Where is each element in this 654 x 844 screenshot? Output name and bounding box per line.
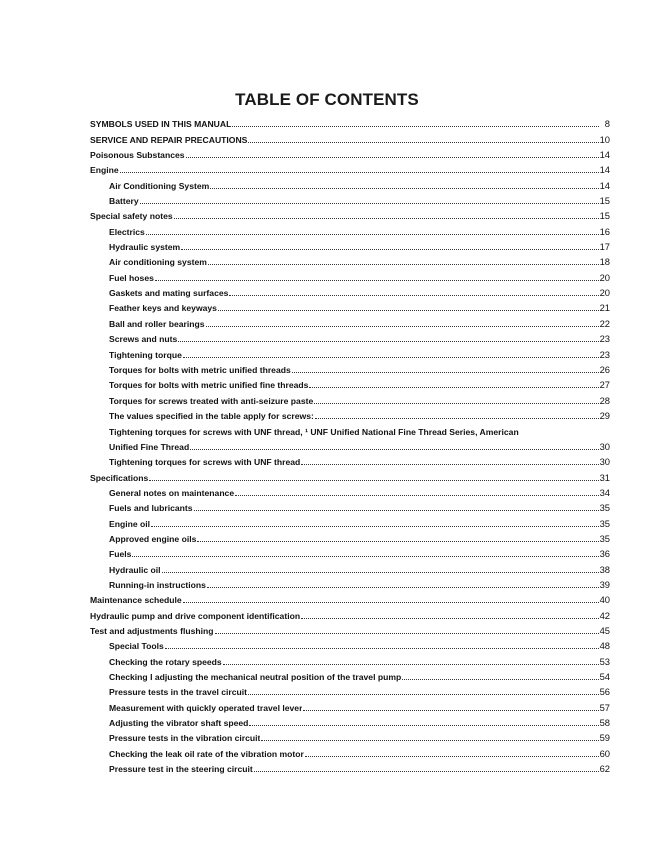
toc-entry-title: Ball and roller bearings — [109, 318, 205, 329]
dot-leader — [292, 372, 599, 373]
toc-entry-title: Pressure tests in the vibration circuit — [109, 733, 261, 744]
toc-entry-title: Measurement with quickly operated travel lever — [109, 702, 303, 713]
toc-entry[interactable] — [90, 145, 610, 160]
toc-entry[interactable] — [90, 467, 610, 482]
toc-entry[interactable] — [90, 375, 610, 390]
toc-entry[interactable] — [90, 590, 610, 605]
toc-page-number: 20 — [599, 271, 610, 283]
toc-page-number: 60 — [599, 747, 610, 759]
dot-leader — [183, 602, 599, 603]
toc-entry-continuation — [109, 442, 610, 452]
toc-page-number: 21 — [599, 302, 610, 314]
toc-entry-title: General notes on maintenance — [109, 487, 235, 498]
toc-entry[interactable] — [90, 483, 610, 498]
toc-entry-title: Fuel hoses — [109, 272, 154, 283]
dot-leader — [155, 280, 599, 281]
toc-page-number: 14 — [599, 179, 610, 191]
toc-entry[interactable] — [90, 406, 610, 421]
dot-leader — [208, 264, 599, 265]
toc-entry[interactable] — [90, 452, 610, 467]
toc-entry-title: Tightening torques for screws with UNF thread, ¹ UNF Unified National Fine Thread Series, American — [109, 426, 519, 437]
toc-page-number: 15 — [599, 195, 610, 207]
dot-leader — [261, 740, 598, 741]
toc-entry[interactable] — [90, 667, 610, 682]
toc-entry[interactable] — [90, 713, 610, 728]
toc-page-number: 31 — [599, 471, 610, 483]
toc-entry-title: Battery — [109, 196, 139, 207]
toc-page-number: 23 — [599, 348, 610, 360]
toc-entry[interactable] — [90, 513, 610, 528]
toc-entry-title: Running-in instructions — [109, 579, 206, 590]
toc-page-number: 48 — [599, 640, 610, 652]
toc-page-number: 14 — [599, 149, 610, 161]
toc-entry-title: Poisonous Substances — [90, 150, 185, 161]
toc-entry[interactable] — [90, 651, 610, 666]
toc-entry-title: Approved engine oils — [109, 533, 197, 544]
toc-entry-title: Gaskets and mating surfaces — [109, 288, 229, 299]
toc-page-number: 8 — [604, 118, 610, 130]
dot-leader — [210, 188, 598, 189]
dot-leader — [132, 556, 598, 557]
dot-leader — [206, 326, 599, 327]
toc-entry[interactable] — [90, 682, 610, 697]
toc-entry-title: Feather keys and keyways — [109, 303, 217, 314]
dot-leader — [215, 633, 599, 634]
dot-leader — [254, 771, 599, 772]
toc-entry[interactable] — [90, 221, 610, 236]
toc-page-number: 57 — [599, 701, 610, 713]
toc-page-number: 14 — [599, 164, 610, 176]
toc-entry-title: Hydraulic system — [109, 242, 181, 253]
toc-page-number: 56 — [599, 686, 610, 698]
dot-leader — [229, 295, 598, 296]
toc-entry[interactable] — [90, 114, 610, 129]
toc-page-number: 16 — [599, 225, 610, 237]
toc-entry[interactable] — [90, 313, 610, 328]
toc-entry[interactable] — [90, 743, 610, 758]
toc-page-number: 35 — [599, 532, 610, 544]
toc-entry-title: Torques for bolts with metric unified fine threads — [109, 380, 309, 391]
dot-leader — [120, 172, 599, 173]
dot-leader — [186, 157, 599, 158]
toc-page-number: 42 — [599, 609, 610, 621]
toc-page-number: 59 — [599, 732, 610, 744]
toc-page-number: 22 — [599, 317, 610, 329]
dot-leader — [140, 203, 599, 204]
toc-entry[interactable] — [90, 529, 610, 544]
toc-entry-title: Torques for bolts with metric unified threads — [109, 364, 291, 375]
toc-entry-title: Tightening torques for screws with UNF thread — [109, 457, 301, 468]
dot-leader — [402, 679, 598, 680]
toc-entry[interactable] — [90, 329, 610, 344]
toc-entry-title: Checking the leak oil rate of the vibration motor — [109, 748, 304, 759]
dot-leader — [194, 510, 599, 511]
toc-entry[interactable] — [90, 283, 610, 298]
dot-leader — [165, 648, 599, 649]
dot-leader — [301, 618, 598, 619]
toc-page-number: 28 — [599, 394, 610, 406]
toc-entry[interactable] — [90, 421, 610, 452]
toc-entry[interactable] — [90, 237, 610, 252]
toc-page-number: 45 — [599, 625, 610, 636]
toc-list — [90, 114, 610, 774]
toc-entry-title: Special Tools — [109, 641, 164, 652]
toc-page-number: 27 — [599, 379, 610, 391]
toc-entry-title: Checking the rotary speeds — [109, 656, 222, 667]
toc-entry-title: Special safety notes — [90, 211, 173, 222]
toc-entry[interactable] — [90, 252, 610, 267]
toc-entry-title: Hydraulic oil — [109, 564, 161, 575]
toc-entry-title: The values specified in the table apply for screws: — [109, 410, 314, 421]
toc-page-number: 17 — [599, 241, 610, 253]
toc-entry[interactable] — [90, 360, 610, 375]
dot-leader — [248, 694, 599, 695]
toc-page-number: 35 — [599, 517, 610, 529]
toc-entry-title: Air conditioning system — [109, 257, 207, 268]
toc-entry[interactable] — [90, 575, 610, 590]
toc-page-number: 36 — [599, 548, 610, 560]
dot-leader — [207, 587, 599, 588]
toc-page-number: 26 — [599, 363, 610, 375]
toc-page-number: 39 — [599, 578, 610, 590]
toc-entry-title: SYMBOLS USED IN THIS MANUAL — [90, 119, 232, 130]
dot-leader — [309, 387, 598, 388]
dot-leader — [174, 218, 599, 219]
dot-leader — [146, 234, 599, 235]
toc-entry-title: Air Conditioning System — [109, 180, 210, 191]
toc-page-number: 38 — [599, 563, 610, 575]
toc-entry-wrapped — [109, 427, 610, 452]
toc-entry[interactable] — [90, 175, 610, 190]
toc-page-number: 62 — [599, 763, 610, 775]
dot-leader — [235, 495, 598, 496]
toc-entry[interactable] — [90, 267, 610, 282]
toc-page-number: 18 — [599, 256, 610, 268]
toc-page-number: 29 — [599, 409, 610, 421]
toc-entry-title: Tightening torque — [109, 349, 182, 360]
toc-entry[interactable] — [90, 728, 610, 743]
toc-entry-title: Torques for screws treated with anti-seizure paste — [109, 395, 314, 406]
toc-page-number: 20 — [599, 287, 610, 299]
toc-entry[interactable] — [90, 298, 610, 313]
toc-page-number: 35 — [599, 502, 610, 514]
toc-entry-title: Adjusting the vibrator shaft speed — [109, 718, 249, 729]
toc-entry[interactable] — [90, 129, 610, 144]
dot-leader — [315, 418, 599, 419]
toc-entry[interactable] — [90, 759, 610, 774]
dot-leader — [151, 526, 599, 527]
toc-page-number: 23 — [599, 333, 610, 345]
toc-entry[interactable] — [90, 191, 610, 206]
toc-entry[interactable] — [90, 605, 610, 620]
dot-leader — [190, 449, 598, 450]
toc-entry[interactable] — [90, 697, 610, 712]
toc-entry-title: Specifications — [90, 472, 149, 483]
toc-page-number: 10 — [599, 133, 610, 145]
dot-leader — [303, 710, 598, 711]
dot-leader — [178, 341, 598, 342]
toc-page-number: 40 — [599, 594, 610, 606]
toc-page-number: 58 — [599, 717, 610, 729]
toc-entry-title: Hydraulic pump and drive component identification — [90, 610, 301, 621]
toc-entry-title: Screws and nuts — [109, 334, 178, 345]
toc-entry[interactable] — [90, 160, 610, 175]
dot-leader — [314, 403, 598, 404]
toc-page-number: 15 — [599, 210, 610, 222]
toc-entry[interactable] — [90, 559, 610, 574]
dot-leader — [197, 541, 598, 542]
dot-leader — [162, 572, 599, 573]
dot-leader — [218, 310, 599, 311]
toc-entry-title: Electrics — [109, 226, 145, 237]
toc-entry[interactable] — [90, 636, 610, 651]
dot-leader — [248, 142, 598, 143]
dot-leader — [149, 480, 598, 481]
toc-entry[interactable] — [90, 544, 610, 559]
toc-entry-title: Pressure tests in the travel circuit — [109, 687, 248, 698]
dot-leader — [249, 725, 598, 726]
toc-entry-title: Fuels and lubricants — [109, 503, 193, 514]
toc-entry[interactable] — [90, 344, 610, 359]
toc-entry[interactable] — [90, 498, 610, 513]
toc-entry-title: Engine oil — [109, 518, 151, 529]
toc-page-number: 34 — [599, 486, 610, 498]
toc-page-number: 30 — [599, 456, 610, 468]
toc-entry[interactable] — [90, 621, 610, 636]
toc-entry-title: Engine — [90, 165, 119, 176]
toc-entry-title: Fuels — [109, 549, 132, 560]
toc-entry-title-cont: Unified Fine Thread — [109, 441, 190, 452]
page-title: TABLE OF CONTENTS — [235, 90, 419, 109]
toc-page-number: 54 — [599, 671, 610, 683]
toc-entry-title: Checking I adjusting the mechanical neutral position of the travel pump — [109, 672, 402, 683]
dot-leader — [232, 126, 599, 127]
toc-entry[interactable] — [90, 390, 610, 405]
dot-leader — [183, 357, 599, 358]
dot-leader — [223, 664, 599, 665]
toc-entry-title: Test and adjustments flushing — [90, 626, 214, 636]
dot-leader — [301, 464, 598, 465]
toc-entry-title: SERVICE AND REPAIR PRECAUTIONS — [90, 134, 248, 145]
toc-page-number: 30 — [599, 440, 610, 452]
toc-entry[interactable] — [90, 206, 610, 221]
dot-leader — [181, 249, 598, 250]
toc-entry-title: Pressure test in the steering circuit — [109, 764, 253, 775]
toc-entry-title: Maintenance schedule — [90, 595, 182, 606]
dot-leader — [305, 756, 599, 757]
toc-page-number: 53 — [599, 655, 610, 667]
